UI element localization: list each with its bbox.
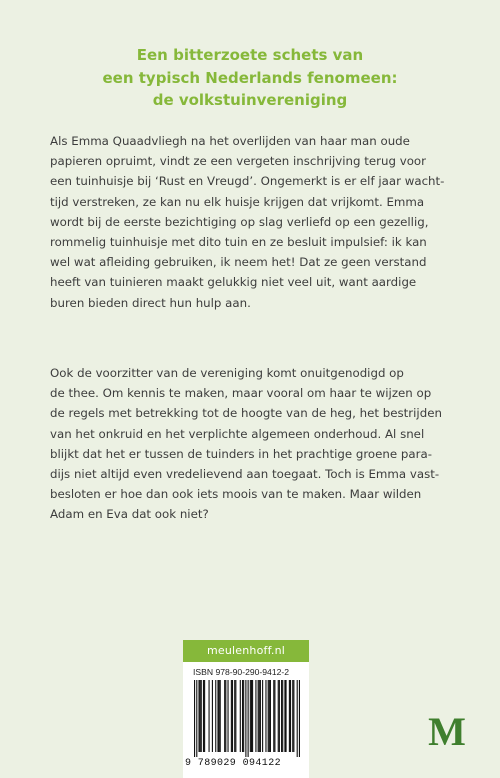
barcode-bar: [255, 680, 256, 752]
barcode-bar: [227, 680, 228, 752]
text-line: papieren opruimt, vindt ze een vergeten inschrijving terug voor: [50, 154, 426, 169]
barcode-bar: [289, 680, 290, 752]
text-line: van het onkruid en het verplichte algemeen onderhoud. Al snel: [50, 426, 425, 441]
barcode-bar: [232, 680, 233, 752]
barcode-bar: [215, 680, 216, 752]
barcode-bar: [262, 680, 263, 752]
tagline: [40, 44, 460, 112]
ean-digits: 9 789029 094122: [185, 758, 282, 769]
tagline-line: een typisch Nederlands fenomeen:: [102, 68, 398, 87]
logo-letter: M: [428, 712, 466, 750]
barcode-bar: [250, 680, 251, 752]
barcode-bar: [278, 680, 279, 752]
barcode-bar: [260, 680, 261, 752]
isbn-label: ISBN 978-90-290-9412-2: [193, 667, 290, 677]
barcode-bar: [224, 680, 225, 752]
barcode-bar: [194, 680, 195, 757]
text-line: een tuinhuisje bij ‘Rust en Vreugd’. Ongemerkt is er elf jaar wacht-: [50, 174, 445, 189]
meulenhoff-logo-icon: [428, 712, 466, 750]
text-line: Ook de voorzitter van de vereniging komt onuitgenodigd op: [50, 366, 404, 380]
barcode-bar: [209, 680, 210, 752]
text-line: rommelig tuinhuisje met dito tuin en ze besluit impulsief: ik kan: [50, 235, 427, 250]
barcode-bar: [245, 680, 246, 757]
text-line: dijs niet altijd even vredelievend aan toegaat. Toch is Emma vast-: [50, 467, 440, 482]
barcode-bar: [251, 680, 252, 752]
text-line: besloten er hoe dan ook iets moois van te maken. Maar wilden: [50, 487, 422, 502]
barcode-bar: [203, 680, 204, 752]
barcode-bar: [252, 680, 253, 752]
barcode-bar: [282, 680, 283, 752]
barcode-bar: [297, 680, 298, 757]
barcode-bar: [201, 680, 202, 752]
barcode-bar: [265, 680, 266, 752]
barcode-bar: [281, 680, 282, 752]
barcode-bar: [200, 680, 201, 752]
barcode-bar: [234, 680, 235, 752]
text-line: de thee. Om kennis te maken, maar vooral om haar te wijzen op: [50, 386, 432, 401]
barcode-icon: [194, 680, 300, 757]
barcode-bar: [242, 680, 243, 752]
barcode-bar: [243, 680, 244, 752]
barcode-box: [183, 662, 309, 778]
text-line: blijkt dat het er tussen de tuinders in het prachtige groene para-: [50, 446, 432, 461]
barcode-bar: [299, 680, 300, 757]
text-line: wel wat afleiding gebruiken, ik neem het! Dat ze geen verstand: [50, 255, 427, 270]
blurb-paragraph-2: [50, 363, 466, 525]
barcode-bar: [198, 680, 199, 752]
barcode-bar: [270, 680, 271, 752]
barcode-bar: [292, 680, 293, 752]
barcode-bar: [284, 680, 285, 752]
barcode-bar: [274, 680, 275, 752]
barcode-bar: [258, 680, 259, 752]
text-line: heeft van tuinieren maakt gelukkig niet veel uit, want aardige: [50, 275, 417, 290]
barcode-bar: [231, 680, 232, 752]
barcode-bar: [269, 680, 270, 752]
barcode-bar: [225, 680, 226, 752]
text-line: wordt bij de eerste bezichtiging op slag verliefd op een gezellig,: [50, 214, 429, 229]
tagline-line: de volkstuinvereniging: [152, 91, 348, 109]
blurb-paragraph-1: [50, 131, 466, 313]
text-line: buren bieden direct hun hulp aan.: [50, 295, 251, 310]
barcode-bar: [279, 680, 280, 752]
text-line: de regels met betrekking tot de hoogte van de heg, het bestrijden: [50, 406, 442, 421]
barcode-bar: [268, 680, 269, 752]
barcode-bar: [290, 680, 291, 752]
text-line: Adam en Eva dat ook niet?: [50, 507, 209, 522]
text-line: tijd verstreken, ze kan nu elk huisje krijgen dat vrijkomt. Emma: [50, 194, 425, 209]
barcode-bar: [212, 680, 213, 752]
barcode-bar: [220, 680, 221, 752]
publisher-website: meulenhoff.nl: [183, 640, 309, 662]
barcode-bar: [235, 680, 236, 752]
text-line: Als Emma Quaadvliegh na het overlijden van haar man oude: [50, 134, 410, 148]
barcode-bar: [204, 680, 205, 752]
tagline-line: Een bitterzoete schets van: [136, 46, 364, 64]
barcode-bar: [217, 680, 218, 752]
barcode-bar: [285, 680, 286, 752]
barcode-bar: [273, 680, 274, 752]
barcode-bar: [240, 680, 241, 752]
barcode-bar: [293, 680, 294, 752]
barcode-bar: [259, 680, 260, 752]
barcode-bar: [219, 680, 220, 752]
barcode-bar: [196, 680, 197, 757]
barcode-bar: [248, 680, 249, 757]
